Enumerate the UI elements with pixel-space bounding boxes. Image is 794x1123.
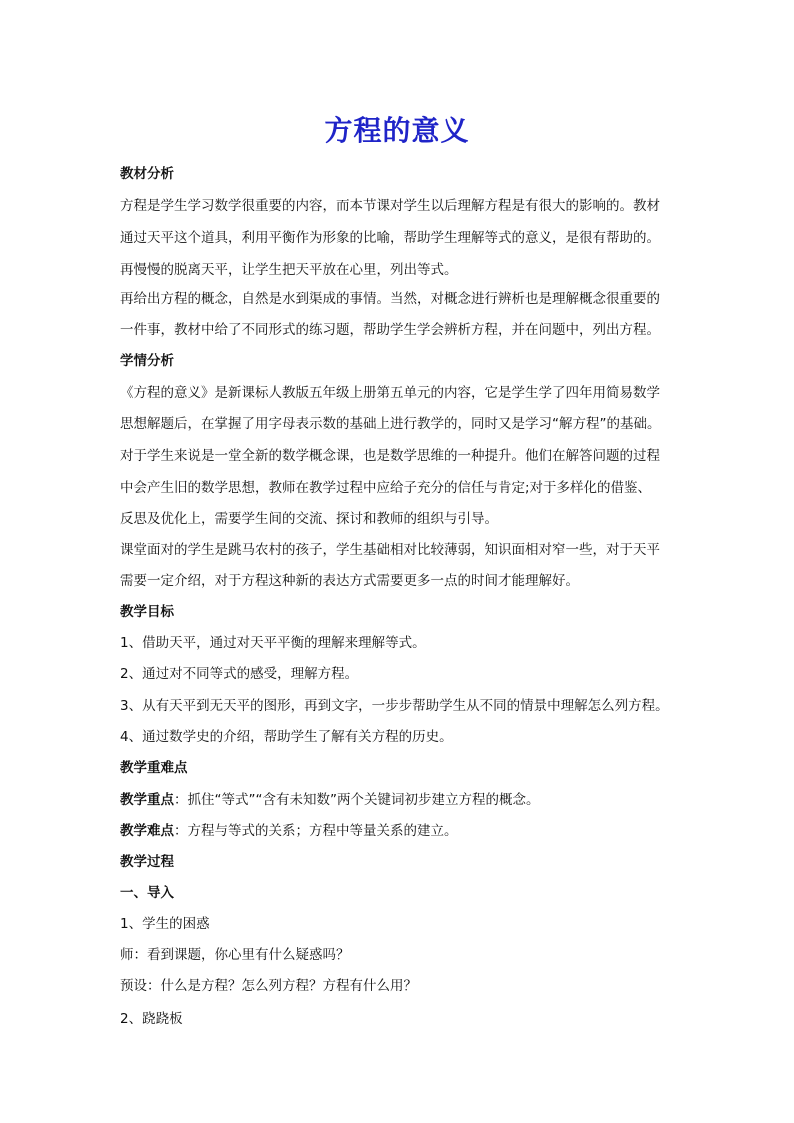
paragraph-line: 方程是学生学习数学很重要的内容，而本节课对学生以后理解方程是有很大的影响的。教材 [120,198,660,214]
document-title: 方程的意义 [324,114,470,147]
paragraph-line: 再慢慢的脱离天平，让学生把天平放在心里，列出等式。 [120,262,458,278]
section-heading-textbook-analysis: 教材分析 [120,166,174,182]
list-item: 3、从有天平到无天平的图形，再到文字，一步步帮助学生从不同的情景中理解怎么列方程。 [120,698,669,714]
paragraph-line: 需要一定介绍，对于方程这种新的表达方式需要更多一点的时间才能理解好。 [120,573,579,589]
section-heading-key-difficult-points: 教学重难点 [120,760,188,776]
list-item: 2、通过对不同等式的感受，理解方程。 [120,666,359,682]
section-heading-teaching-goals: 教学目标 [120,604,174,620]
difficult-point-line [120,821,458,841]
list-item: 1、借助天平，通过对天平平衡的理解来理解等式。 [120,635,426,651]
difficult-point-label: 教学难点 [120,823,174,839]
paragraph-line: 再给出方程的概念，自然是水到渠成的事情。当然，对概念进行辨析也是理解概念很重要的 [120,291,660,307]
paragraph-line: 师：看到课题，你心里有什么疑惑吗？ [120,947,350,963]
paragraph-line: 预设：什么是方程？怎么列方程？方程有什么用？ [120,978,417,994]
difficult-point-text: ：方程与等式的关系；方程中等量关系的建立。 [174,823,458,839]
paragraph-line: 《方程的意义》是新课标人教版五年级上册第五单元的内容，它是学生学了四年用简易数学 [120,385,660,401]
paragraph-line: 思想解题后，在掌握了用字母表示数的基础上进行教学的，同时又是学习“解方程”的基础。 [120,416,661,432]
list-item: 2、跷跷板 [120,1011,183,1027]
paragraph-line: 课堂面对的学生是跳马农村的孩子，学生基础相对比较薄弱，知识面相对窄一些，对于天平 [120,542,660,558]
paragraph-line: 一件事，教材中给了不同形式的练习题，帮助学生学会辨析方程，并在问题中，列出方程。 [120,322,660,338]
paragraph-line: 对于学生来说是一堂全新的数学概念课，也是数学思维的一种提升。他们在解答问题的过程 [120,448,660,464]
subsection-heading-intro: 一、导入 [120,885,174,901]
section-heading-student-analysis: 学情分析 [120,353,174,369]
key-point-label: 教学重点 [120,792,174,808]
paragraph-line: 反思及优化上，需要学生间的交流、探讨和教师的组织与引导。 [120,511,498,527]
paragraph-line: 通过天平这个道具，利用平衡作为形象的比喻，帮助学生理解等式的意义，是很有帮助的。 [120,230,660,246]
list-item: 1、学生的困惑 [120,916,210,932]
key-point-line [120,790,539,810]
paragraph-line: 中会产生旧的数学思想，教师在教学过程中应给子充分的信任与肯定;对于多样化的借鉴、 [120,480,652,496]
section-heading-teaching-process: 教学过程 [120,854,174,870]
key-point-text: ：抓住“等式”“含有未知数”两个关键词初步建立方程的概念。 [174,792,540,808]
list-item: 4、通过数学史的介绍，帮助学生了解有关方程的历史。 [120,729,453,745]
